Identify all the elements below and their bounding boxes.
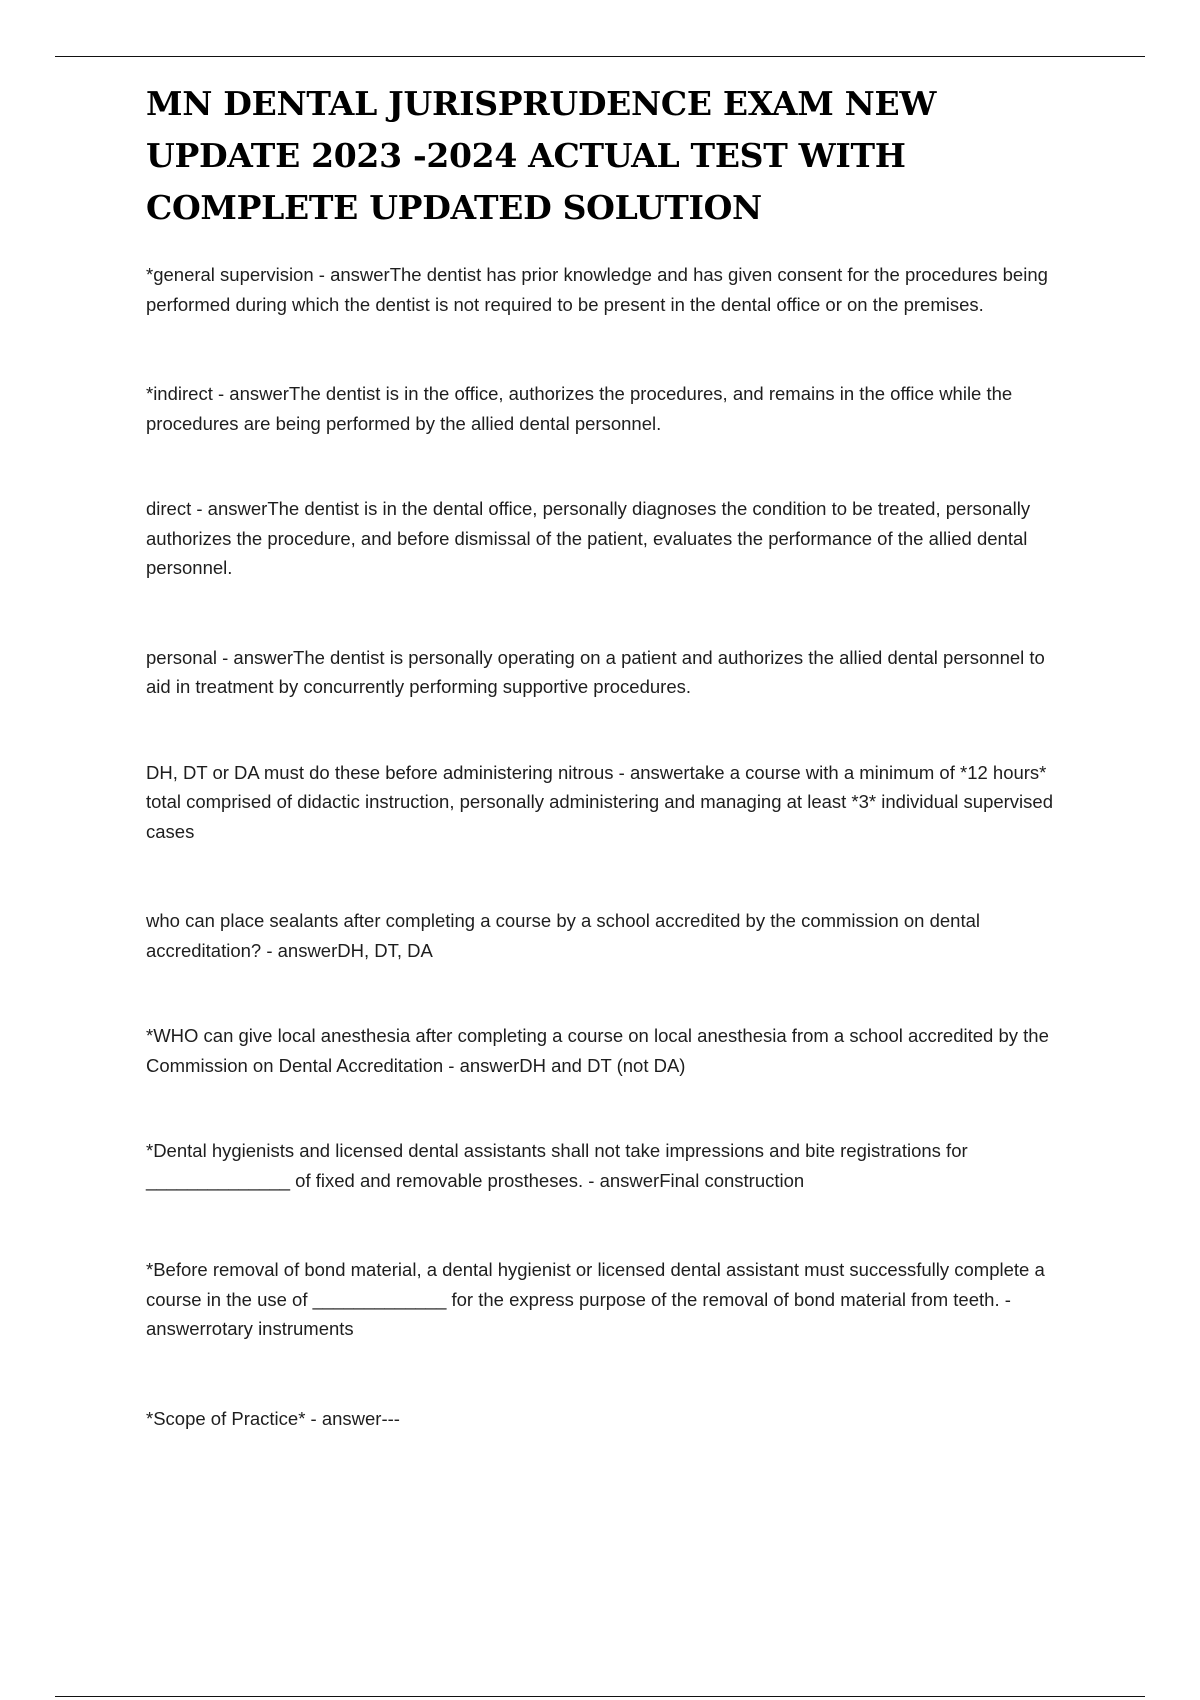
qa-item-local-anesthesia: *WHO can give local anesthesia after completing a course on local anesthesia from a school accredited by the Commission on Dental Accreditation - answerDH and DT (not DA) [146,1025,1055,1076]
top-rule [55,56,1145,57]
qa-item-direct: direct - answerThe dentist is in the dental office, personally diagnoses the condition to be treated, personally authorizes the procedure, and before dismissal of the patient, evaluates the performance of the allied dental personnel. [146,498,1036,578]
document-title: MN DENTAL JURISPRUDENCE EXAM NEW UPDATE 2023 -2024 ACTUAL TEST WITH COMPLETE UPDATED SOLUTION [146,84,937,227]
qa-item-impressions: *Dental hygienists and licensed dental assistants shall not take impressions and bite registrations for ______________ of fixed and removable prostheses. - answerFinal construction [146,1140,973,1191]
document-body [146,78,1066,1493]
qa-item-general-supervision: *general supervision - answerThe dentist has prior knowledge and has given consent for the procedures being performed during which the dentist is not required to be present in the dental office or on the premises. [146,264,1054,315]
bottom-rule [55,1696,1145,1697]
qa-item-bond-removal: *Before removal of bond material, a dental hygienist or licensed dental assistant must successfully complete a course in the use of _____________ for the express purpose of the removal of bond material from teeth. - answerrotary instruments [146,1259,1050,1339]
qa-item-personal: personal - answerThe dentist is personally operating on a patient and authorizes the allied dental personnel to aid in treatment by concurrently performing supportive procedures. [146,646,1050,697]
qa-item-indirect: *indirect - answerThe dentist is in the office, authorizes the procedures, and remains in the office while the procedures are being performed by the allied dental personnel. [146,383,1018,434]
qa-item-sealants: who can place sealants after completing a course by a school accredited by the commission on dental accreditation? - answerDH, DT, DA [146,910,986,961]
qa-item-nitrous: DH, DT or DA must do these before administering nitrous - answertake a course with a minimum of *12 hours* total comprised of didactic instruction, personally administering and managing at least *3* individual supervised cases [146,761,1059,842]
qa-list [146,260,1066,1433]
qa-item-scope-of-practice: *Scope of Practice* - answer--- [146,1407,400,1429]
